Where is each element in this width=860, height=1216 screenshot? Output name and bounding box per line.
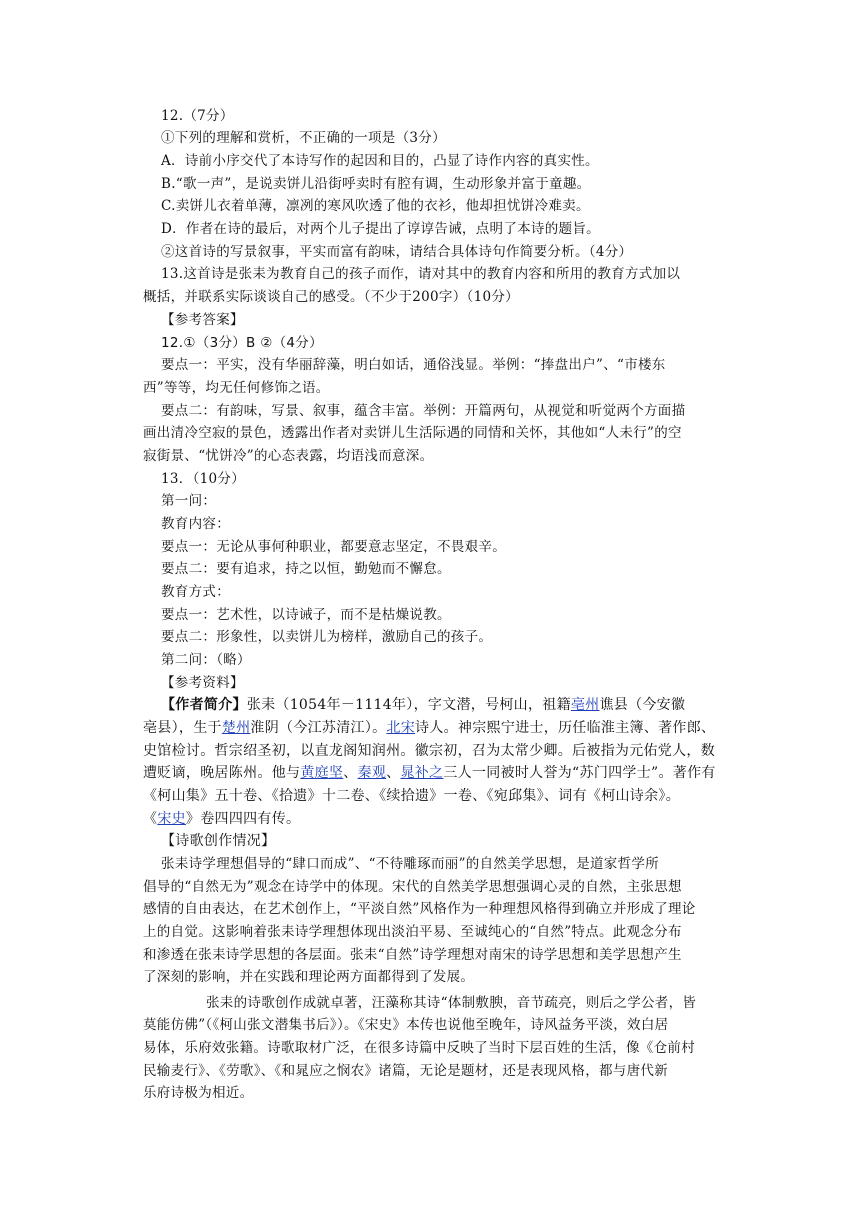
bio-label: 【作者简介】	[161, 697, 247, 713]
link-chao-buzhi[interactable]: 晁补之	[400, 765, 444, 781]
answer-13-method-2: 要点二：形象性，以卖饼儿为榜样，激励自己的孩子。	[161, 629, 493, 645]
bio-line-3: 史馆检讨。哲宗绍圣初，以直龙阁知润州。徽宗初，召为太常少卿。后被指为元佑党人，数	[143, 743, 715, 759]
bio-line-1	[161, 694, 751, 716]
q13-line-2: 概括，并联系实际谈谈自己的感受。（不少于200字）（10分）	[143, 289, 519, 305]
answer-13-method: 教育方式：	[161, 584, 230, 600]
answer-12-point2-line1: 要点二：有韵味，写景、叙事，蕴含丰富。举例：开篇两句，从视觉和听觉两个方面描	[161, 403, 686, 419]
answer-12-point2-line2: 画出清冷空寂的景色，透露出作者对卖饼儿生活际遇的同情和关怀，其他如“人未行”的空	[143, 425, 682, 441]
bio-text: 谯县（今安徽	[599, 697, 686, 713]
link-songshi[interactable]: 宋史	[157, 811, 186, 827]
bio-separator: 、	[386, 765, 401, 781]
bio-line-4	[143, 762, 743, 784]
answer-13: 13．（10分）	[161, 471, 246, 487]
poetry-para-a-line2: 倡导的“自然无为”观念在诗学中的体现。宋代的自然美学思想强调心灵的自然，主张思想	[143, 879, 682, 895]
q12-header: 12.（7分）	[161, 108, 234, 124]
poetry-title: 【诗歌创作情况】	[161, 833, 276, 849]
q12-option-c: C.卖饼儿衣着单薄，凛冽的寒风吹透了他的衣衫，他却担忧饼冷难卖。	[161, 198, 590, 214]
answer-13-content-2: 要点二：要有追求，持之以恒，勤勉而不懈怠。	[161, 561, 451, 577]
poetry-para-b-line5: 乐府诗极为相近。	[143, 1085, 254, 1101]
bio-text: 三人一同被时人誉为“苏门四学士”。著作有	[443, 765, 716, 781]
poetry-para-b-line3: 易体，乐府效张籍。诗歌取材广泛，在很多诗篇中反映了当时下层百姓的生活，像《仓前村	[143, 1040, 695, 1056]
q12-subquestion-2: ②这首诗的写景叙事，平实而富有韵味，请结合具体诗句作简要分析。（4分）	[161, 244, 633, 260]
bio-text: 淮阴（今江苏清江）。	[250, 720, 387, 736]
bio-text: 张耒（1054年－1114年），字文潜，号柯山，祖籍	[246, 697, 571, 713]
bio-text: 《	[143, 811, 158, 827]
bio-separator: 、	[343, 765, 358, 781]
answer-12-point1-line2: 西”等等，均无任何修饰之语。	[143, 380, 330, 396]
bio-line-5: 《柯山集》五十卷、《拾遗》十二卷、《续拾遗》一卷、《宛邱集》、词有《柯山诗余》。	[143, 788, 680, 804]
answer-13-second: 第二问：（略）	[161, 652, 251, 668]
q13-line-1: 13.这首诗是张耒为教育自己的孩子而作，请对其中的教育内容和所用的教育方式加以	[161, 266, 681, 282]
answer-13-content-1: 要点一：无论从事何种职业，都要意志坚定，不畏艰辛。	[161, 539, 506, 555]
q12-subquestion-1: ①下列的理解和赏析，不正确的一项是（3分）	[161, 130, 446, 146]
poetry-para-b-line1: 张耒的诗歌创作成就卓著，汪藻称其诗“体制敷腴，音节疏亮，则后之学公者，皆	[206, 995, 697, 1011]
answer-12-point2-line3: 寂街景、“忧饼冷”的心态表露，均语浅而意深。	[143, 448, 434, 464]
q12-option-b: B.“歌一声”，是说卖饼儿沿街呼卖时有腔有调，生动形象并富于童趣。	[161, 176, 591, 192]
answer-13-first: 第一问：	[161, 493, 217, 509]
reference-title: 【参考资料】	[161, 675, 244, 691]
q12-option-d: D．作者在诗的最后，对两个儿子提出了谆谆告诫，点明了本诗的题旨。	[161, 221, 600, 237]
poetry-para-b-line2: 莫能仿佛”（《柯山张文潜集书后》）。《宋史》本传也说他至晚年，诗风益务平淡，效白居	[143, 1017, 669, 1033]
poetry-para-a-line3: 感情的自由表达，在艺术创作上，“平淡自然”风格作为一种理想风格得到确立并形成了理论	[143, 901, 696, 917]
bio-line-2	[143, 717, 733, 739]
bio-text: 》卷四四四有传。	[185, 811, 301, 827]
answer-13-content: 教育内容：	[161, 516, 230, 532]
link-beisong[interactable]: 北宋	[386, 720, 416, 736]
link-chuzhou[interactable]: 楚州	[221, 720, 251, 736]
bio-text: 遭贬谪，晚居陈州。他与	[143, 765, 301, 781]
poetry-para-a-line6: 了深刻的影响，并在实践和理论两方面都得到了发展。	[143, 969, 475, 985]
poetry-para-a-line4: 上的自觉。这影响着张耒诗学理想体现出淡泊平易、至诚纯心的“自然”特点。此观念分布	[143, 924, 682, 940]
link-qin-guan[interactable]: 秦观	[357, 765, 387, 781]
link-bozhou[interactable]: 亳州	[570, 697, 600, 713]
poetry-para-a-line1: 张耒诗学理想倡导的“肆口而成”、“不待雕琢而丽”的自然美学思想，是道家哲学所	[161, 856, 660, 872]
bio-line-6	[143, 808, 733, 830]
bio-text: 亳县），生于	[143, 720, 222, 736]
answer-13-method-1: 要点一：艺术性，以诗诫子，而不是枯燥说教。	[161, 607, 451, 623]
poetry-para-a-line5: 和渗透在张耒诗学思想的各层面。张耒“自然”诗学理想对南宋的诗学思想和美学思想产生	[143, 947, 682, 963]
link-huang-tingjian[interactable]: 黄庭坚	[300, 765, 344, 781]
answer-title: 【参考答案】	[161, 312, 244, 328]
q12-option-a: A．诗前小序交代了本诗写作的起因和目的，凸显了诗作内容的真实性。	[161, 153, 599, 169]
bio-text: 诗人。神宗熙宁进士，历任临淮主簿、著作郎、	[415, 720, 716, 736]
answer-12: 12.①（3分）B ②（4分）	[161, 335, 323, 351]
answer-12-point1-line1: 要点一：平实，没有华丽辞藻，明白如话，通俗浅显。举例：“捧盘出户”、“市楼东	[161, 357, 666, 373]
poetry-para-b-line4: 民输麦行》、《劳歌》、《和晁应之悯农》诸篇，无论是题材，还是表现风格，都与唐代新	[143, 1063, 668, 1079]
